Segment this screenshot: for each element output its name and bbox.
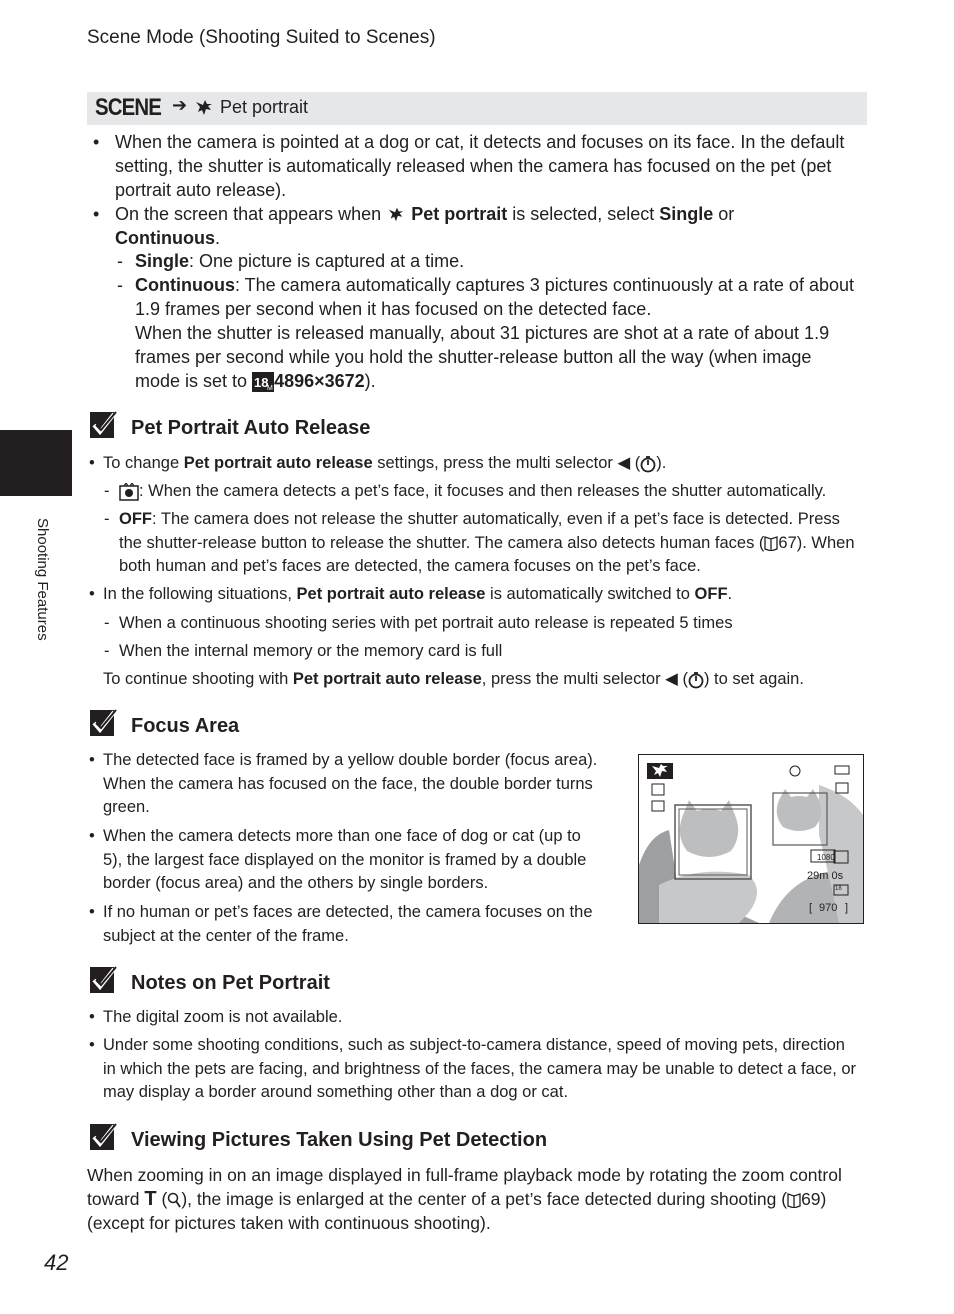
zoom-magnifier-icon: [167, 1192, 181, 1208]
side-tab-label: Shooting Features: [34, 518, 51, 641]
dash: -: [117, 251, 123, 271]
note-title-auto-release: Pet Portrait Auto Release: [131, 417, 371, 439]
dash: -: [104, 614, 110, 632]
bullet-dot: •: [89, 1008, 95, 1026]
monitor-scene: [639, 755, 863, 923]
image-mode-18m-icon: [252, 372, 274, 392]
scene-title: Pet portrait: [220, 97, 309, 117]
scene-path-bar: [87, 92, 867, 125]
pet-portrait-icon: [386, 206, 406, 224]
situation-1: When a continuous shooting series with pet portrait auto release is repeated 5 times: [119, 614, 733, 632]
lcd-exposure-count: 970: [819, 902, 838, 914]
notes-bullet-2: Under some shooting conditions, such as subject-to-camera distance, speed of moving pets, direction in which the pets are facing, and brightness of the faces, the camera may be unable to detect a face, or may display a border around something other than a dog or cat.: [103, 1036, 857, 1101]
side-tab-marker: [0, 430, 72, 496]
svg-text:M: M: [267, 385, 273, 393]
bullet-dot: •: [89, 454, 95, 472]
intro-bullet-1: When the camera is pointed at a dog or cat, it detects and focuses on its face. In the default setting, the shutter is automatically released when the camera has focused on the pet (pet portrait auto release).: [115, 132, 845, 200]
self-timer-icon: [640, 455, 656, 473]
auto-release-bullet-1: To change Pet portrait auto release settings, press the multi selector ◀ ( ).: [103, 454, 667, 472]
self-timer-icon: [688, 671, 704, 689]
notes-bullet-1: The digital zoom is not available.: [103, 1008, 343, 1026]
intro-bullet-2: On the screen that appears when Pet portrait is selected, select Single or Continuous.: [115, 204, 735, 248]
focus-area-bullet-2: When the camera detects more than one face of dog or cat (up to 5), the largest face displayed on the monitor is framed by a double border (focus area) and the others by single borders.: [103, 827, 587, 892]
focus-area-bullet-3: If no human or pet’s faces are detected, the camera focuses on the subject at the center of the frame.: [103, 903, 593, 945]
bullet-dot: •: [93, 132, 100, 152]
page-reference-icon: [764, 535, 778, 551]
viewing-pictures-paragraph: When zooming in on an image displayed in full-frame playback mode by rotating the zoom control toward T ( ), the image is enlarged at the center of a pet’s face detected during shooting ( 69) (except for pictures taken with continuous shooting).: [87, 1165, 842, 1233]
focus-area-bullet-1: The detected face is framed by a yellow double border (focus area). When the camera has focused on the face, the double border turns green.: [103, 751, 598, 816]
continue-shooting-note: To continue shooting with Pet portrait auto release, press the multi selector ◀ ( ) to set again.: [103, 670, 804, 688]
bullet-dot: •: [89, 585, 95, 603]
note-title-pet-portrait-notes: Notes on Pet Portrait: [131, 972, 330, 994]
bullet-dot: •: [93, 204, 100, 224]
scene-label: SCENE: [95, 94, 162, 121]
note-title-viewing-pictures: Viewing Pictures Taken Using Pet Detection: [131, 1129, 548, 1151]
running-head: Scene Mode (Shooting Suited to Scenes): [87, 27, 436, 48]
dash: -: [117, 275, 123, 295]
dash: -: [104, 510, 110, 528]
note-check-icon: [89, 411, 117, 439]
continuous-option: Continuous: The camera automatically captures 3 pictures continuously at a rate of about 1.9 frames per second when it has focused on the detected face. When the shutter is released manually, about 31 pictures are shot at a rate of about 1.9 frames per second while you hold the shutter-release button all the way (when image mode is set to 18 M 4896×3672).: [135, 275, 854, 393]
pet-portrait-icon: [194, 98, 214, 118]
dash: -: [104, 482, 110, 500]
bullet-dot: •: [89, 827, 95, 845]
bullet-dot: •: [89, 1036, 95, 1054]
pet-auto-release-icon: [119, 483, 139, 501]
single-option: Single: One picture is captured at a time.: [135, 251, 465, 271]
svg-text:]: ]: [845, 902, 849, 914]
auto-release-bullet-2: In the following situations, Pet portrait auto release is automatically switched to OFF.: [103, 585, 733, 603]
dash: -: [104, 642, 110, 660]
page-reference-icon: [787, 1192, 801, 1208]
svg-text:18: 18: [254, 375, 269, 391]
camera-monitor-illustration: [638, 754, 864, 924]
note-check-icon: [89, 709, 117, 737]
svg-text:18: 18: [835, 886, 842, 892]
bullet-dot: •: [89, 903, 95, 921]
auto-release-off-desc: OFF: The camera does not release the shutter automatically, even if a pet’s face is detected. Press the shutter-release button to release the shutter. The camera also detects human faces ( 67). When both human and pet’s faces are detected, the camera focuses on the pet’s face.: [119, 510, 855, 575]
bullet-dot: •: [89, 751, 95, 769]
svg-text:[: [: [809, 902, 813, 914]
note-check-icon: [89, 1123, 117, 1151]
lcd-movie-size: 1080: [817, 853, 835, 862]
arrow-icon: ➔: [172, 95, 188, 115]
page-number: 42: [44, 1250, 69, 1275]
note-check-icon: [89, 966, 117, 994]
lcd-remaining-time: 29m 0s: [807, 870, 844, 882]
auto-release-on-desc: : When the camera detects a pet’s face, it focuses and then releases the shutter automatically.: [119, 480, 879, 504]
situation-2: When the internal memory or the memory card is full: [119, 642, 503, 660]
note-title-focus-area: Focus Area: [131, 715, 240, 737]
